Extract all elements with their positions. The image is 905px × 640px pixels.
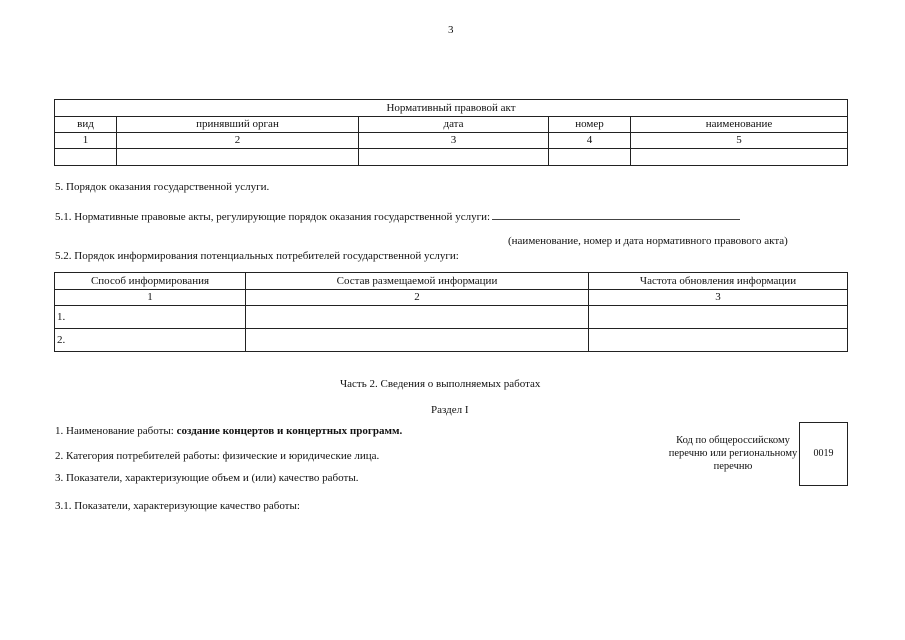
indicators-heading: 3. Показатели, характеризующие объем и (или) качество работы.	[55, 472, 359, 484]
page-number: 3	[448, 24, 454, 36]
table-header-row	[55, 273, 848, 290]
header-cell: Способ информирования	[55, 273, 246, 290]
section51-blank-line	[492, 208, 740, 220]
part2-title: Часть 2. Сведения о выполняемых работах	[340, 378, 541, 390]
table-row	[55, 149, 848, 166]
section5-heading: 5. Порядок оказания государственной услуги.	[55, 181, 270, 193]
empty-cell	[117, 149, 359, 166]
empty-cell	[55, 149, 117, 166]
work-name-value: создание концертов и концертных программ.	[176, 425, 403, 437]
normative-act-table	[54, 99, 848, 166]
number-cell: 2	[246, 290, 589, 306]
number-cell: 3	[359, 133, 549, 149]
row-label-cell: 1.	[55, 306, 246, 329]
number-cell: 1	[55, 290, 246, 306]
header-cell: дата	[359, 117, 549, 133]
section51-line	[55, 208, 740, 223]
table-row	[55, 329, 848, 352]
section51-text: 5.1. Нормативные правовые акты, регулирующие порядок оказания государственной услуги:	[55, 211, 491, 223]
table-header-row	[55, 117, 848, 133]
work-name-label: 1. Наименование работы:	[55, 425, 174, 437]
header-cell: принявший орган	[117, 117, 359, 133]
header-cell: Состав размещаемой информации	[246, 273, 589, 290]
number-cell: 2	[117, 133, 359, 149]
code-label: Код по общероссийскому перечню или региональному перечню	[668, 435, 798, 472]
header-cell: наименование	[631, 117, 848, 133]
section52-text: 5.2. Порядок информирования потенциальных потребителей государственной услуги:	[55, 250, 459, 262]
empty-cell	[549, 149, 631, 166]
empty-cell	[589, 329, 848, 352]
work-name-line	[55, 425, 402, 437]
empty-cell	[589, 306, 848, 329]
header-cell: Частота обновления информации	[589, 273, 848, 290]
empty-cell	[246, 329, 589, 352]
number-cell: 1	[55, 133, 117, 149]
section51-hint: (наименование, номер и дата нормативного правового акта)	[508, 235, 788, 247]
number-cell: 3	[589, 290, 848, 306]
empty-cell	[631, 149, 848, 166]
code-box: 0019	[799, 422, 848, 486]
consumer-category: 2. Категория потребителей работы: физические и юридические лица.	[55, 450, 380, 462]
informing-table	[54, 272, 848, 352]
table-row	[55, 306, 848, 329]
empty-cell	[246, 306, 589, 329]
quality-indicators-heading: 3.1. Показатели, характеризующие качество работы:	[55, 500, 300, 512]
header-cell: номер	[549, 117, 631, 133]
header-cell: вид	[55, 117, 117, 133]
table-title: Нормативный правовой акт	[55, 100, 848, 117]
number-cell: 5	[631, 133, 848, 149]
number-cell: 4	[549, 133, 631, 149]
table-number-row	[55, 133, 848, 149]
row-label-cell: 2.	[55, 329, 246, 352]
table-title-row	[55, 100, 848, 117]
section-title: Раздел I	[431, 404, 469, 416]
empty-cell	[359, 149, 549, 166]
table-number-row	[55, 290, 848, 306]
